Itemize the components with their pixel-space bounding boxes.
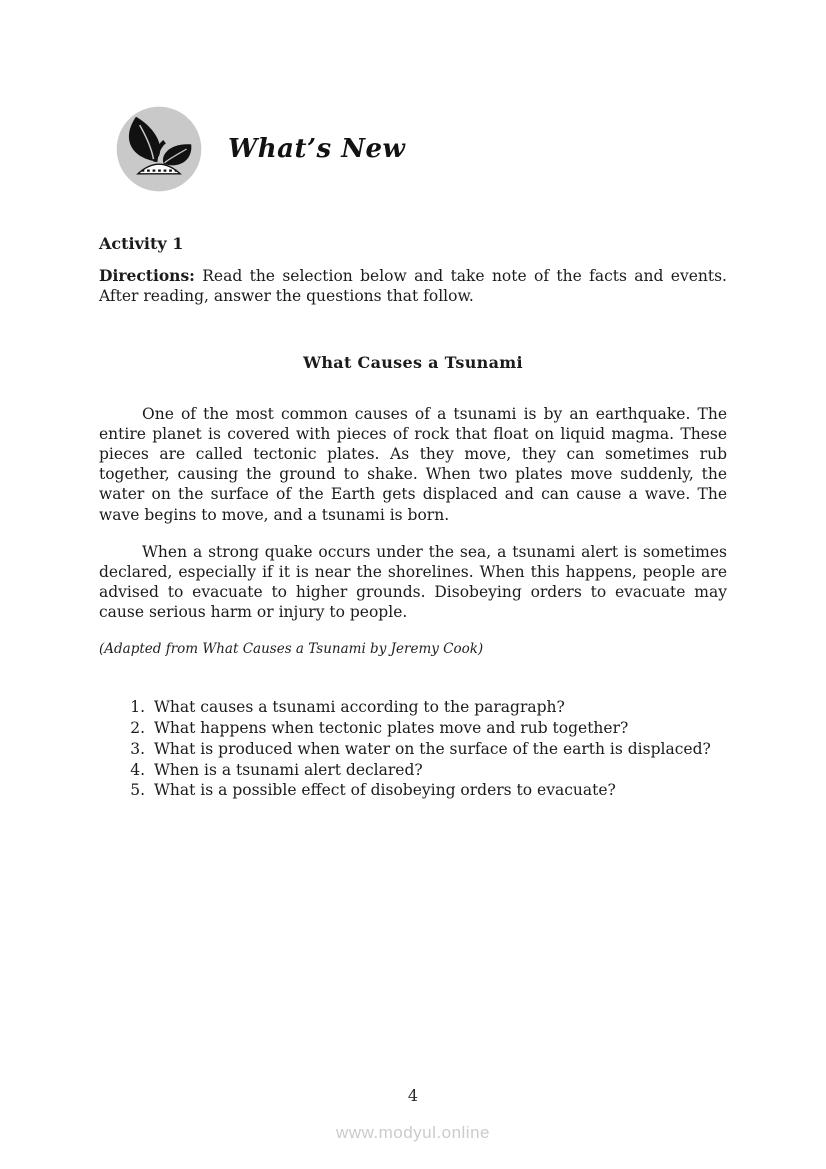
seedling-icon [113,103,205,195]
questions-list [99,697,727,801]
page-title: What’s New [228,134,406,164]
attribution-note: (Adapted from What Causes a Tsunami by Jeremy Cook) [99,641,484,658]
directions-paragraph [99,266,727,307]
section-header [113,103,727,195]
question-item: 3. What is produced when water on the surface of the earth is displaced? [150,739,727,760]
directions-label: Directions: [99,266,195,285]
activity-heading: Activity 1 [99,234,184,253]
watermark: www.modyul.online [335,1123,490,1142]
directions-text: Read the selection below and take note of the facts and events. After reading, answer the questions that follow. [99,267,727,306]
page-number: 4 [407,1086,419,1105]
question-item: 2. What happens when tectonic plates move and rub together? [150,718,727,739]
selection-paragraph: One of the most common causes of a tsunami is by an earthquake. The entire planet is covered with pieces of rock that float on liquid magma. These pieces are called tectonic plates. As they move, they can sometimes rub together, causing the ground to shake. When two plates move suddenly, the water on the surface of the Earth gets displaced and can cause a wave. The wave begins to move, and a tsunami is born. [99,404,727,524]
page-content [0,103,826,801]
selection-paragraph: When a strong quake occurs under the sea, a tsunami alert is sometimes declared, especially if it is near the shorelines. When this happens, people are advised to evacuate to higher grounds. Disobeying orders to evacuate may cause serious harm or injury to people. [99,542,727,622]
question-item: 1. What causes a tsunami according to the paragraph? [150,697,727,718]
question-item: 5. What is a possible effect of disobeying orders to evacuate? [150,780,727,801]
selection-title: What Causes a Tsunami [303,352,523,372]
question-item: 4. When is a tsunami alert declared? [150,760,727,781]
